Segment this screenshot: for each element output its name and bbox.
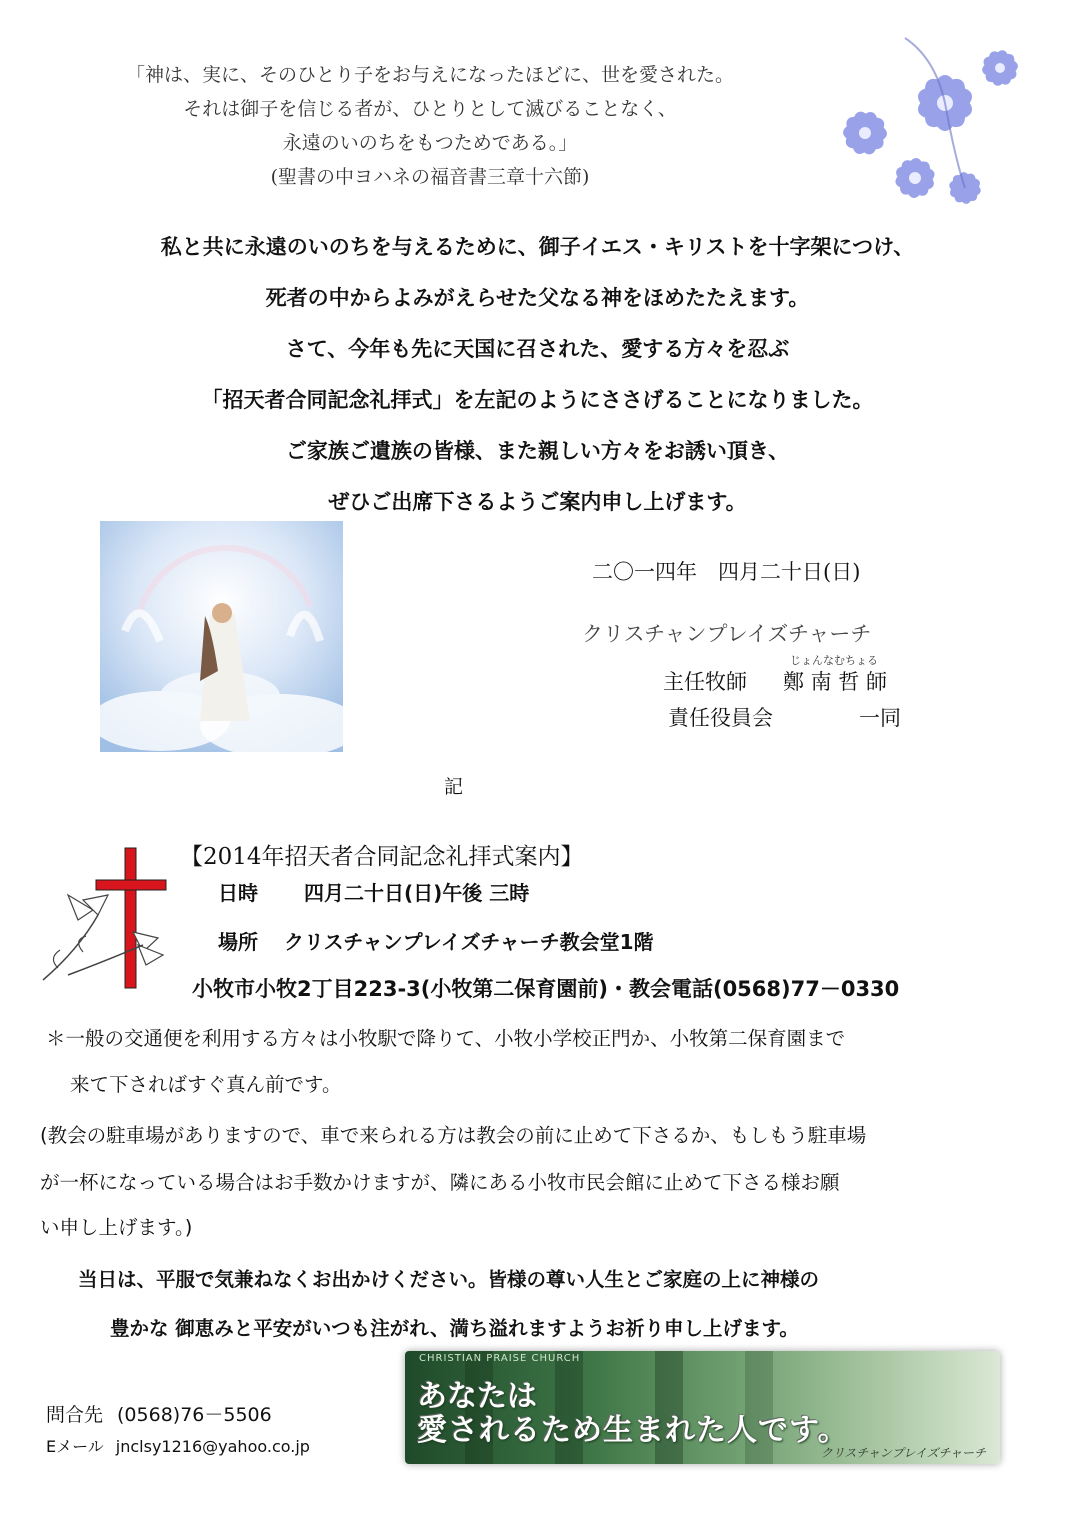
phone-label: 問合先 — [46, 1404, 104, 1426]
banner-signature: クリスチャンプレイズチャーチ — [820, 1446, 986, 1460]
cross-with-lilies-icon — [38, 840, 198, 990]
notes-heading: 記 — [444, 776, 464, 798]
bible-verse — [60, 58, 800, 194]
blue-flower-illustration — [805, 28, 1035, 223]
board-all: 一同 — [859, 706, 901, 730]
verse-source: (聖書の中ヨハネの福音書三章十六節) — [270, 166, 590, 188]
pastor-line — [663, 666, 887, 696]
parking-note-line-1: (教会の駐車場がありますので、車で来られる方は教会の前に止めて下さるか、もしもう駐車場 — [40, 1124, 867, 1147]
service-time-row — [218, 877, 529, 906]
board-line — [668, 702, 901, 732]
banner-top-text: CHRISTIAN PRAISE CHURCH — [419, 1353, 581, 1364]
message-line: 「招天者合同記念礼拝式」を左記のようにささげることになりました。 — [201, 388, 874, 412]
message-line: ご家族ご遺族の皆様、また親しい方々をお誘い頂き、 — [285, 439, 790, 463]
main-message — [40, 222, 1035, 528]
service-place-row — [218, 926, 654, 955]
pastor-name: 鄭 南 哲 師 — [783, 670, 888, 694]
banner-line-1: あなたは — [417, 1379, 537, 1414]
closing-line-1: 当日は、平服で気兼ねなくお出かけください。皆様の尊い人生とご家庭の上に神様の — [78, 1268, 820, 1291]
church-banner — [405, 1351, 1000, 1464]
message-line: さて、今年も先に天国に召された、愛する方々を忍ぶ — [285, 337, 790, 361]
contact-phone — [46, 1400, 272, 1427]
closing-line-2: 豊かな 御恵みと平安がいつも注がれ、満ち溢れますようお祈り申し上げます。 — [110, 1317, 799, 1340]
service-info-title: 【2014年招天者合同記念礼拝式案内】 — [180, 844, 584, 870]
parking-note-line-2: が一杯になっている場合はお手数かけますが、隣にある小牧市民会館に止めて下さる様お願 — [40, 1171, 840, 1194]
parking-note-line-3: い申し上げます。) — [40, 1216, 193, 1239]
time-label: 日時 — [218, 881, 258, 905]
pastor-title: 主任牧師 — [663, 670, 747, 694]
pastor-name-reading: じょんなむちょる — [790, 654, 878, 667]
service-date: 二〇一四年 四月二十日(日) — [592, 560, 861, 584]
message-line: ぜひご出席下さるようご案内申し上げます。 — [328, 490, 747, 514]
transport-note-line-2: 来て下さればすぐ真ん前です。 — [70, 1073, 342, 1096]
place-label: 場所 — [218, 930, 258, 954]
transport-note-line-1: ＊一般の交通便を利用する方々は小牧駅で降りて、小牧小学校正門か、小牧第二保育園まで — [46, 1027, 846, 1050]
church-name: クリスチャンプレイズチャーチ — [582, 622, 872, 646]
place-value: クリスチャンプレイズチャーチ教会堂1階 — [284, 930, 654, 954]
church-address: 小牧市小牧2丁目223-3(小牧第二保育園前)・教会電話(0568)77－0330 — [192, 977, 900, 1001]
verse-line-3: 永遠のいのちをもつためである。」 — [282, 132, 578, 154]
email-label: Eメール — [46, 1437, 104, 1456]
phone-number: (0568)76－5506 — [117, 1404, 272, 1426]
verse-line-2: それは御子を信じる者が、ひとりとして滅びることなく、 — [183, 98, 677, 120]
verse-line-1: 「神は、実に、そのひとり子をお与えになったほどに、世を愛された。 — [125, 64, 734, 86]
contact-email — [46, 1434, 310, 1457]
jesus-in-clouds-image — [100, 521, 343, 752]
email-address: jnclsy1216@yahoo.co.jp — [115, 1437, 310, 1456]
time-value: 四月二十日(日)午後 三時 — [304, 881, 530, 905]
message-line: 私と共に永遠のいのちを与えるために、御子イエス・キリストを十字架につけ、 — [160, 235, 915, 259]
message-line: 死者の中からよみがえらせた父なる神をほめたたえます。 — [265, 286, 810, 310]
board-label: 責任役員会 — [668, 706, 773, 730]
banner-line-2: 愛されるため生まれた人です。 — [417, 1413, 849, 1448]
